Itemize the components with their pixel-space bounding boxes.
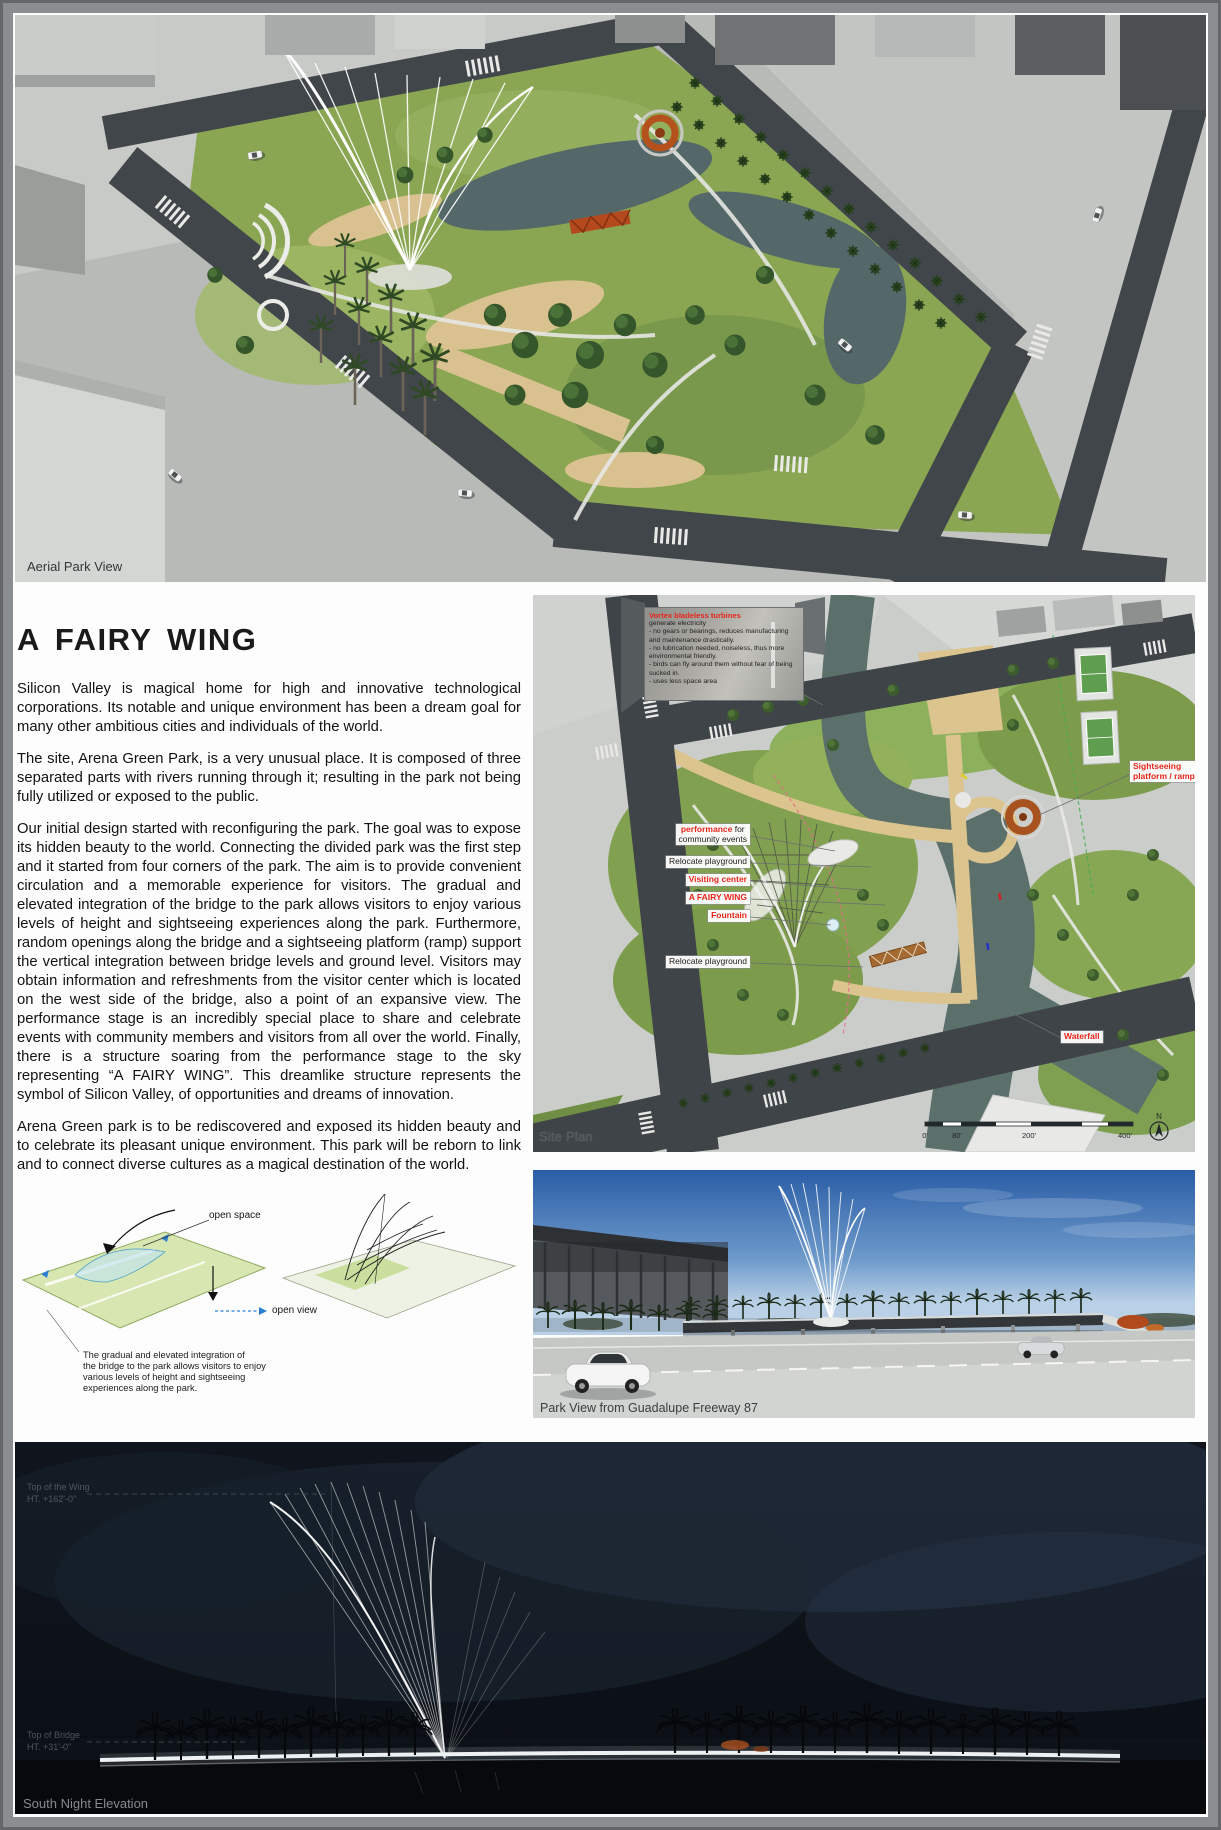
label-performance-line2: community events xyxy=(678,833,747,844)
site-plan-image xyxy=(533,595,1195,1152)
scale-label-80: 80' xyxy=(952,1131,962,1140)
info-box-line: - uses less space area xyxy=(649,678,718,686)
label-sightseeing-line2: platform / ramp xyxy=(1133,770,1195,781)
site-plan-art xyxy=(533,595,1195,1152)
open-view-label: open view xyxy=(272,1305,318,1316)
paragraph-3: Our initial design started with reconfiguring the park. The goal was to expose its hidden beauty to the world. Connecting the divided park was the first step and it started from four corners of the park. The aim is to provide convenient circulation and a memorable experience for visitors. The gradual and elevated integration of the bridge to the park allows visitors to enjoy various levels of height and sightseeing experiences along the park. Furthermore, random openings along the bridge and a sightseeing platform (ramp) support the vertical integration between bridge levels and ground level. Visitors may obtain information and refreshments from the visitor center which is located on the west side of the bridge, also a point of an expansive view. The performance stage is an incredibly special place to share and celebrate events with community members and visitors from all over the world. Finally, there is a structure soaring from the performance stage to the sky representing “A FAIRY WING”. This dreamlike structure represents the symbol of Silicon Valley, of opportunities and dreams of innovation. xyxy=(17,821,521,1103)
open-space-label: open space xyxy=(209,1210,261,1221)
info-box-line: - birds can fly around them without fear of being sucked in. xyxy=(649,661,793,677)
page-title: A FAIRY WING xyxy=(17,622,258,657)
aerial-park-view-art xyxy=(15,15,1206,582)
note-leader-line xyxy=(47,1310,79,1352)
diagram-note-line: the bridge to the park allows visitors to enjoy xyxy=(83,1361,266,1371)
label-visiting-center: Visiting center xyxy=(686,874,750,886)
paragraph-1: Silicon Valley is magical home for high and innovative technological corporations. Its notable and unique environment has been a dream goal for many other ambitious cities and individuals of the world. xyxy=(17,681,521,735)
aerial-caption: Aerial Park View xyxy=(27,559,123,574)
bridge-height-label: Top of Bridge xyxy=(27,1730,81,1740)
label-performance xyxy=(676,824,751,845)
label-performance-black: for xyxy=(732,824,745,834)
label-relocate-playground-1: Relocate playground xyxy=(666,856,750,868)
spiral-ramp xyxy=(638,111,682,155)
diagram-note xyxy=(83,1350,266,1394)
concept-diagrams xyxy=(15,1180,520,1415)
label-relocate-playground-2: Relocate playground xyxy=(666,956,750,968)
diagram-open-space xyxy=(23,1210,265,1328)
info-box-line: - no gears or bearings, reduces manufacturing and maintenance drastically. xyxy=(649,628,789,644)
site-plan-caption: Site Plan xyxy=(539,1129,593,1144)
freeway-view-art xyxy=(533,1170,1195,1418)
label-sightseeing-line1: Sightseeing xyxy=(1133,761,1182,771)
info-box-line: generate electricity xyxy=(649,620,707,627)
info-box-panel xyxy=(621,597,645,713)
bridge-height-value: HT. +31'-0" xyxy=(27,1741,72,1752)
label-performance-red: performance xyxy=(680,824,733,834)
orange-glow xyxy=(721,1740,749,1750)
label-sightseeing-platform xyxy=(1130,761,1195,782)
label-a-fairy-wing: A FAIRY WING xyxy=(686,892,750,904)
info-box-title: Vortex bladeless turbines xyxy=(649,611,741,620)
label-waterfall: Waterfall xyxy=(1061,1031,1103,1043)
info-box xyxy=(645,608,803,700)
night-caption: South Night Elevation xyxy=(23,1796,149,1811)
label-fountain: Fountain xyxy=(708,910,750,922)
plan-spiral-ramp xyxy=(1002,796,1044,838)
scale-label-400: 400' xyxy=(1118,1131,1132,1140)
diagram-note-line: experiences along the park. xyxy=(83,1383,198,1393)
night-elevation-art xyxy=(15,1442,1206,1814)
info-box-line: - no lubrication needed, noiseless, thus more environmental friendly. xyxy=(649,644,785,661)
diagram-note-line: The gradual and elevated integration of xyxy=(83,1350,245,1360)
wing-height-value: HT. +162'-0" xyxy=(27,1493,77,1504)
aerial-park-view-image xyxy=(15,15,1206,582)
diagram-note-line: various levels of height and sightseeing xyxy=(83,1372,246,1382)
paragraph-2: The site, Arena Green Park, is a very unusual place. It is composed of three separated parts with rivers running through it; resulting in the park not being fully utilized or exposed to the public. xyxy=(17,751,521,805)
wing-height-annotation xyxy=(27,1482,90,1505)
paragraph-4: Arena Green park is to be rediscovered and exposed its hidden beauty and to celebrate its pleasant unique environment. This park will be reborn to link and to connect diverse cultures as a magical destination of the world. xyxy=(17,1119,521,1173)
freeway-view-image xyxy=(533,1170,1195,1418)
north-label: N xyxy=(1156,1112,1162,1121)
scale-label-200: 200' xyxy=(1022,1131,1036,1140)
night-elevation-image xyxy=(15,1442,1206,1814)
wing-height-label: Top of the Wing xyxy=(27,1482,90,1492)
scale-label-0: 0' xyxy=(922,1131,928,1140)
bridge-height-annotation xyxy=(27,1730,80,1753)
article xyxy=(17,622,521,1188)
freeway-caption: Park View from Guadalupe Freeway 87 xyxy=(540,1401,758,1415)
